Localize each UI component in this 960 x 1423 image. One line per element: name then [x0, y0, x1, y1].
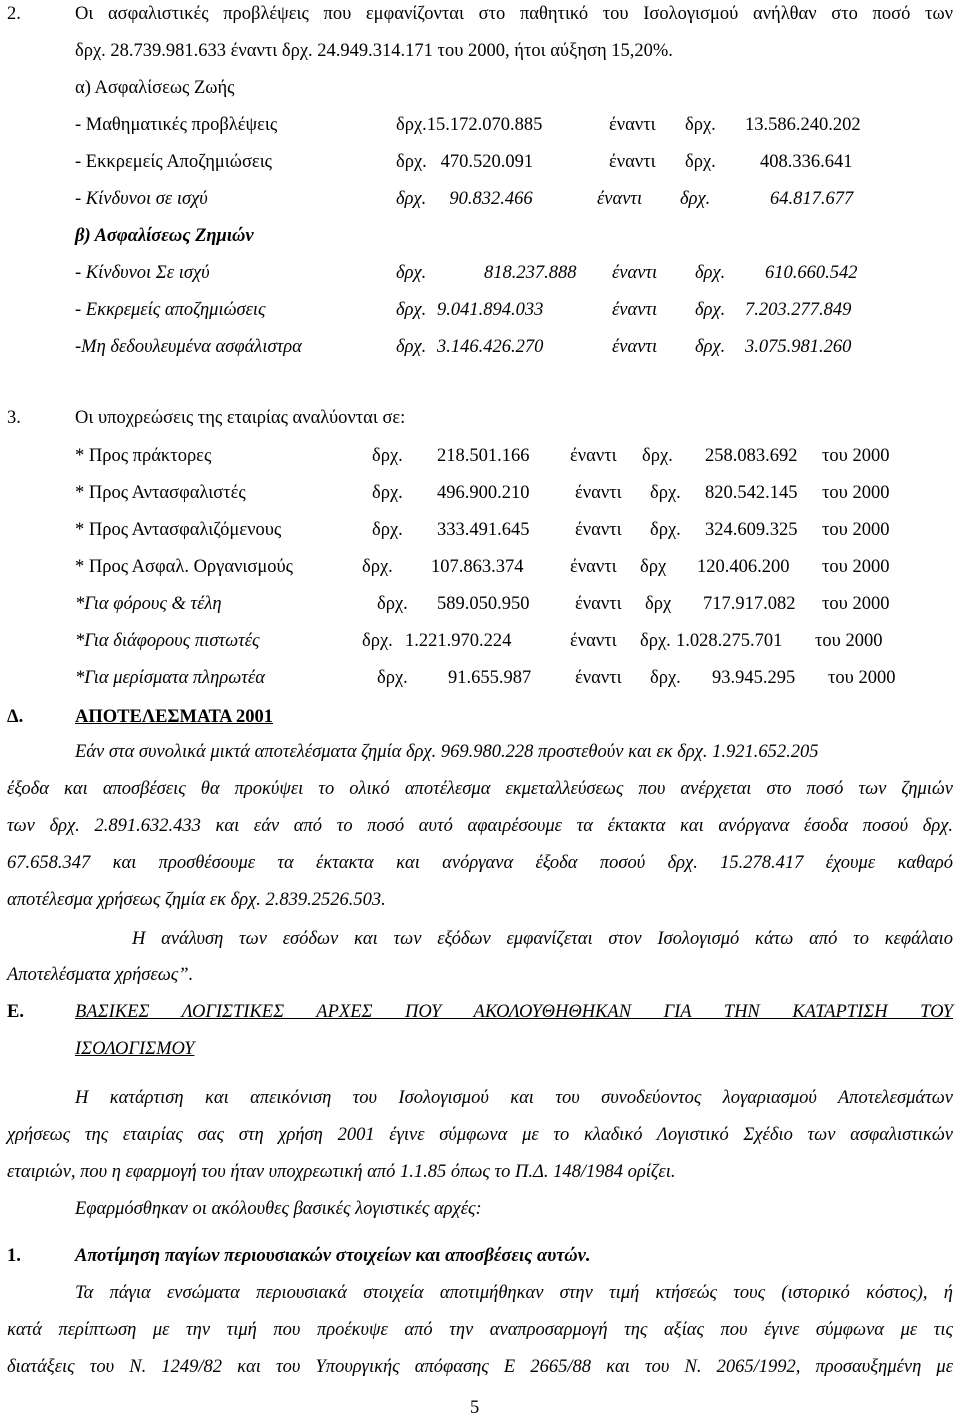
page-number: 5: [470, 1398, 480, 1418]
row-year: του 2000: [822, 594, 890, 614]
section-d-line-2: έξοδα και αποσβέσεις θα προκύψει το ολικό αποτέλεσμα εκμεταλλεύσεως που ανέρχεται στο ποσό των ζημιών: [7, 779, 953, 799]
row-currency: δρχ.: [377, 594, 408, 614]
row-versus: έναντι: [609, 152, 656, 172]
row-previous: 7.203.277.849: [745, 300, 852, 320]
row-amount: δρχ. 470.520.091: [396, 152, 534, 172]
section-d-title: ΑΠΟΤΕΛΕΣΜΑΤΑ 2001: [75, 707, 274, 727]
item-2-line-2: δρχ. 28.739.981.633 έναντι δρχ. 24.949.314.171 του 2000, ήτοι αύξηση 15,20%.: [75, 41, 673, 61]
row-previous: 610.660.542: [765, 263, 858, 283]
item-2-number: 2.: [7, 4, 21, 24]
row-amount: δρχ.15.172.070.885: [396, 115, 543, 135]
section-d-line-5: αποτέλεσμα χρήσεως ζημία εκ δρχ. 2.839.2526.503.: [7, 890, 386, 910]
row-currency: δρχ.: [685, 152, 716, 172]
row-currency: δρχ.: [396, 263, 427, 283]
row-currency: δρχ.: [377, 668, 408, 688]
row-previous: 13.586.240.202: [745, 115, 861, 135]
row-versus: έναντι: [575, 483, 622, 503]
row-previous: 64.817.677: [770, 189, 854, 209]
row-label: * Προς Αντασφαλιζόμενους: [75, 520, 282, 540]
row-currency: δρχ.: [396, 300, 427, 320]
subsection-1-line-2: κατά περίπτωση με την τιμή που προέκυψε από την αναπροσαρμογή της αξίας που έγινε σύμφωνα με τις: [7, 1320, 953, 1340]
row-versus: έναντι: [597, 189, 643, 209]
subsection-1-line-3: διατάξεις του Ν. 1249/82 και του Υπουργικής απόφασης Ε 2665/88 και του Ν. 2065/1992, προσαυξημένη με: [7, 1357, 953, 1377]
row-previous: 3.075.981.260: [745, 337, 852, 357]
row-amount: 3.146.426.270: [437, 337, 544, 357]
row-versus: έναντι: [570, 446, 617, 466]
row-currency-2: δρχ.: [642, 446, 673, 466]
row-currency-2: δρχ: [645, 594, 672, 614]
section-e-para-2: Εφαρμόσθηκαν οι ακόλουθες βασικές λογιστικές αρχές:: [75, 1199, 482, 1219]
row-previous: 408.336.641: [760, 152, 853, 172]
row-currency: δρχ.: [372, 483, 403, 503]
row-versus: έναντι: [570, 631, 617, 651]
row-currency-2: δρχ: [640, 557, 667, 577]
row-amount: 91.655.987: [448, 668, 532, 688]
row-label: * Προς Ασφαλ. Οργανισμούς: [75, 557, 293, 577]
row-currency: δρχ.: [372, 520, 403, 540]
section-e-title-line-2: ΙΣΟΛΟΓΙΣΜΟΥ: [75, 1039, 195, 1059]
row-previous: 258.083.692: [705, 446, 798, 466]
row-amount: 496.900.210: [437, 483, 530, 503]
row-previous: 717.917.082: [703, 594, 796, 614]
section-d-letter: Δ.: [7, 707, 24, 727]
row-previous: 1.028.275.701: [676, 631, 783, 651]
row-previous: 820.542.145: [705, 483, 798, 503]
subsection-1-line-1: Τα πάγια ενσώματα περιουσιακά στοιχεία αποτιμήθηκαν στην τιμή κτήσεώς τους (ιστορικό κόστος), ή: [75, 1283, 953, 1303]
item-3-number: 3.: [7, 408, 21, 428]
row-currency-2: δρχ.: [695, 263, 726, 283]
row-versus: έναντι: [570, 557, 617, 577]
row-currency-2: δρχ.: [650, 668, 681, 688]
row-versus: έναντι: [575, 594, 622, 614]
section-d-line-3: των δρχ. 2.891.632.433 και εάν από το ποσό αυτό αφαιρέσουμε τα έκτακτα και ανόργανα έσοδα ποσού δρχ.: [7, 816, 953, 836]
row-year: του 2000: [815, 631, 883, 651]
row-label: * Προς Αντασφαλιστές: [75, 483, 246, 503]
row-previous: 93.945.295: [712, 668, 796, 688]
row-year: του 2000: [822, 483, 890, 503]
section-e-letter: Ε.: [7, 1002, 24, 1022]
row-versus: έναντι: [612, 337, 658, 357]
section-d-note-line-2: Αποτελέσματα χρήσεως”.: [7, 965, 194, 985]
damage-insurance-heading: β) Ασφαλίσεως Ζημιών: [75, 226, 254, 246]
row-amount: 589.050.950: [437, 594, 530, 614]
row-previous: 324.609.325: [705, 520, 798, 540]
row-currency-2: δρχ.: [695, 300, 726, 320]
row-currency: δρχ.: [680, 189, 711, 209]
row-amount: 818.237.888: [484, 263, 577, 283]
row-label: *Για διάφορους πιστωτές: [75, 631, 260, 651]
row-amount: 218.501.166: [437, 446, 530, 466]
row-year: του 2000: [822, 520, 890, 540]
row-amount: 9.041.894.033: [437, 300, 544, 320]
row-year: του 2000: [828, 668, 896, 688]
row-currency: δρχ.: [396, 337, 427, 357]
row-label: - Εκκρεμείς Αποζημιώσεις: [75, 152, 273, 172]
subsection-1-number: 1.: [7, 1246, 21, 1266]
row-versus: έναντι: [575, 668, 622, 688]
row-amount: 1.221.970.224: [405, 631, 512, 651]
row-versus: έναντι: [575, 520, 622, 540]
row-currency-2: δρχ.: [650, 520, 681, 540]
item-2-line-1: Οι ασφαλιστικές προβλέψεις που εμφανίζονται στο παθητικό του Ισολογισμού ανήλθαν στο ποσό των: [75, 4, 953, 24]
subsection-1-title: Αποτίμηση παγίων περιουσιακών στοιχείων και αποσβέσεις αυτών.: [75, 1246, 591, 1266]
row-currency-2: δρχ.: [695, 337, 726, 357]
row-currency: δρχ.: [362, 557, 393, 577]
row-currency-2: δρχ.: [640, 631, 671, 651]
row-currency: δρχ.: [362, 631, 393, 651]
section-d-line-1: Εάν στα συνολικά μικτά αποτελέσματα ζημία δρχ. 969.980.228 προστεθούν και εκ δρχ. 1.921.652.205: [75, 742, 819, 762]
row-label: *Για φόρους & τέλη: [75, 594, 222, 614]
row-previous: 120.406.200: [697, 557, 790, 577]
section-e-title-line-1: ΒΑΣΙΚΕΣ ΛΟΓΙΣΤΙΚΕΣ ΑΡΧΕΣ ΠΟΥ ΑΚΟΛΟΥΘΗΘΗΚΑΝ ΓΙΑ ΤΗΝ ΚΑΤΑΡΤΙΣΗ ΤΟΥ: [75, 1002, 953, 1022]
row-label: - Κίνδυνοι σε ισχύ: [75, 189, 208, 209]
row-label: -Μη δεδουλευμένα ασφάλιστρα: [75, 337, 302, 357]
row-amount: 333.491.645: [437, 520, 530, 540]
row-versus: έναντι: [612, 300, 658, 320]
row-label: - Κίνδυνοι Σε ισχύ: [75, 263, 210, 283]
item-3-title: Οι υποχρεώσεις της εταιρίας αναλύονται σε:: [75, 408, 406, 428]
row-label: - Εκκρεμείς αποζημιώσεις: [75, 300, 266, 320]
row-currency: δρχ.: [685, 115, 716, 135]
row-year: του 2000: [822, 446, 890, 466]
section-e-para-1-line-1: Η κατάρτιση και απεικόνιση του Ισολογισμού και του συνοδεύοντος λογαριασμού Αποτελεσμάτων: [75, 1088, 953, 1108]
row-label: *Για μερίσματα πληρωτέα: [75, 668, 265, 688]
row-amount: δρχ. 90.832.466: [396, 189, 533, 209]
section-e-para-1-line-2: χρήσεως της εταιρίας σας στη χρήση 2001 έγινε σύμφωνα με το κλαδικό Λογιστικό Σχέδιο των ασφαλιστικών: [7, 1125, 953, 1145]
row-currency: δρχ.: [372, 446, 403, 466]
section-d-note-line-1: Η ανάλυση των εσόδων και των εξόδων εμφανίζεται στον Ισολογισμό κάτω από το κεφάλαιο: [132, 929, 953, 949]
row-label: - Μαθηματικές προβλέψεις: [75, 115, 278, 135]
row-versus: έναντι: [609, 115, 656, 135]
section-d-line-4: 67.658.347 και προσθέσουμε τα έκτακτα και ανόργανα έξοδα ποσού δρχ. 15.278.417 έχουμε καθαρό: [7, 853, 953, 873]
row-label: * Προς πράκτορες: [75, 446, 212, 466]
row-versus: έναντι: [612, 263, 658, 283]
life-insurance-heading: α) Ασφαλίσεως Ζωής: [75, 78, 235, 98]
row-currency-2: δρχ.: [650, 483, 681, 503]
row-year: του 2000: [822, 557, 890, 577]
row-amount: 107.863.374: [431, 557, 524, 577]
section-e-para-1-line-3: εταιριών, που η εφαρμογή του ήταν υποχρεωτική από 1.1.85 όπως το Π.Δ. 148/1984 ορίζει.: [7, 1162, 676, 1182]
